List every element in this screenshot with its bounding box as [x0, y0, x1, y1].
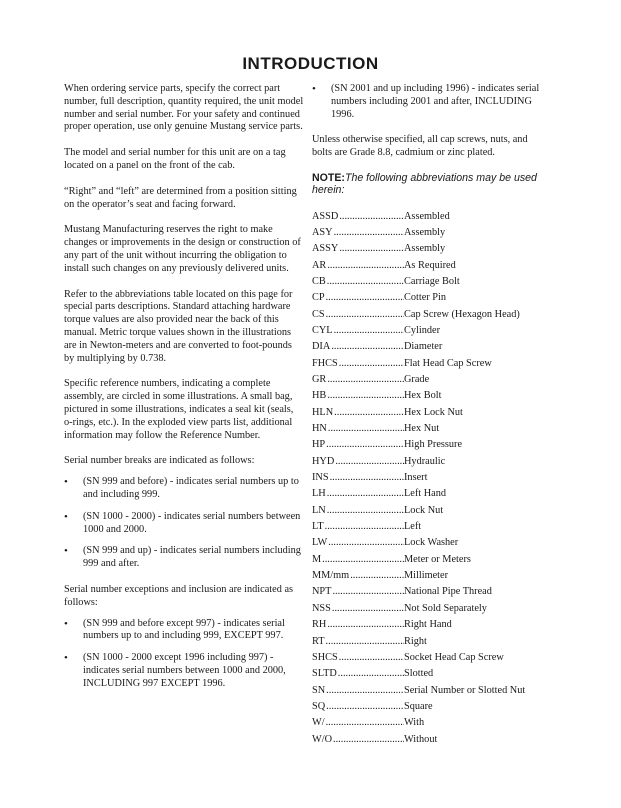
abbreviation-code-cell	[312, 340, 404, 356]
abbreviation-row	[312, 340, 525, 356]
abbreviation-code: ASSY	[312, 243, 339, 255]
inclusion-list	[312, 83, 544, 121]
abbreviation-row	[312, 307, 525, 323]
note-label: NOTE:	[312, 171, 345, 184]
abbreviation-row	[312, 634, 525, 650]
abbreviation-code: GR	[312, 374, 327, 385]
abbreviation-description: Cylinder	[404, 324, 441, 336]
abbreviation-description: Left Hand	[404, 488, 447, 500]
abbreviation-code-cell	[312, 601, 404, 617]
abbreviation-code-cell	[312, 683, 404, 699]
abbreviation-row	[312, 405, 525, 421]
abbreviation-code-cell	[312, 617, 404, 633]
abbreviation-description: Socket Head Cap Screw	[404, 651, 504, 663]
abbreviation-row	[312, 389, 525, 405]
abbreviation-code: FHCS	[312, 357, 338, 369]
abbreviation-code: INS	[312, 472, 329, 484]
abbreviation-code: M	[312, 553, 322, 565]
abbreviation-description: Hex Nut	[404, 423, 440, 435]
abbreviation-code-cell	[312, 634, 404, 650]
abbreviation-code: HN	[312, 423, 327, 435]
abbreviation-description: Right	[404, 635, 427, 647]
note-text: The following abbreviations may be used herein:	[312, 171, 537, 197]
abbreviation-code: HYD	[312, 455, 335, 467]
abbreviation-code-cell	[312, 552, 404, 568]
abbreviation-row	[312, 617, 525, 633]
list-item: • (SN 2001 and up including 1996) - indicates serial numbers including 2001 and after, INCLUDING 1996.	[312, 83, 544, 121]
abbreviation-code: DIA	[312, 341, 331, 353]
exceptions-intro: Serial number exceptions and inclusion are indicated as follows:	[64, 583, 294, 608]
abbreviation-code-cell	[312, 585, 404, 601]
abbreviation-code: LT	[312, 521, 324, 533]
abbreviation-row	[312, 209, 525, 225]
abbreviation-code: NSS	[312, 602, 331, 614]
right-column	[312, 83, 544, 748]
abbreviation-code: LH	[312, 488, 326, 500]
abbreviation-description: Cotter Pin	[404, 292, 447, 304]
abbreviation-code-cell	[312, 503, 404, 519]
abbreviation-code-cell	[312, 241, 404, 257]
abbreviation-code-cell	[312, 732, 404, 748]
right-left-paragraph: “Right” and “left” are determined from a position sitting on the operator’s seat and facing forward.	[64, 185, 297, 210]
abbreviation-description: Hex Bolt	[404, 390, 442, 402]
list-item: • (SN 999 and before except 997) - indicates serial numbers up to and including 999, EXCEPT 997.	[64, 618, 304, 644]
abbreviation-description: Hex Lock Nut	[404, 406, 463, 418]
abbreviation-description: With	[404, 717, 425, 729]
abbreviation-code-cell	[312, 323, 404, 339]
abbreviation-row	[312, 503, 525, 519]
abbreviation-code: RH	[312, 619, 327, 631]
abbreviation-row	[312, 454, 525, 470]
abbreviation-description: Carriage Bolt	[404, 275, 460, 287]
abbreviation-row	[312, 650, 525, 666]
abbreviation-description: Lock Nut	[404, 504, 444, 516]
abbreviation-description: Serial Number or Slotted Nut	[404, 684, 526, 696]
abbreviation-code-cell	[312, 470, 404, 486]
abbreviation-row	[312, 274, 525, 290]
reference-numbers-paragraph: Specific reference numbers, indicating a complete assembly, are circled in some illustrations. A small bag, pictured in some illustrations, indicates a seal kit (seals, o-rings, etc.). In the exploded view parts list, additional information may follow the Reference Number.	[64, 378, 294, 441]
ordering-paragraph: When ordering service parts, specify the correct part number, full description, quantity required, the unit model number and serial number. For your safety and continued proper operation, use only genuine Mustang service parts.	[64, 83, 304, 133]
abbreviation-code-cell	[312, 536, 404, 552]
abbreviation-row	[312, 715, 525, 731]
abbreviation-code: W/O	[312, 733, 333, 745]
abbreviation-code: HP	[312, 439, 326, 451]
abbreviation-row	[312, 225, 525, 241]
abbreviation-row	[312, 568, 525, 584]
abbreviation-code-cell	[312, 699, 404, 715]
abbreviation-description: Square	[404, 700, 433, 712]
note	[312, 172, 544, 197]
abbreviation-code-cell	[312, 438, 404, 454]
abbreviation-code: HB	[312, 390, 327, 402]
abbreviation-code: LW	[312, 537, 328, 549]
abbreviation-code: CB	[312, 275, 326, 287]
abbreviation-code-cell	[312, 291, 404, 307]
page-title: INTRODUCTION	[242, 54, 379, 73]
abbreviation-description: Hydraulic	[404, 455, 446, 467]
abbreviation-row	[312, 536, 525, 552]
abbreviation-code-cell	[312, 568, 404, 584]
abbreviation-code: SHCS	[312, 651, 338, 663]
abbreviation-code: CP	[312, 292, 325, 304]
abbreviation-code-cell	[312, 519, 404, 535]
list-item: • (SN 999 and before) - indicates serial numbers up to and including 999.	[64, 476, 304, 502]
abbreviation-code-cell	[312, 225, 404, 241]
abbreviation-description: Slotted	[404, 668, 434, 680]
abbreviation-code-cell	[312, 258, 404, 274]
abbreviation-description: Without	[404, 733, 438, 745]
abbreviations-torque-paragraph: Refer to the abbreviations table located on this page for special parts descriptions. Standard attaching hardware torque values are also provided near the back of this manual. Metric torque values shown in the illustrations are in Newton-meters and are converted to foot-pounds by multiplying by 0.738.	[64, 288, 293, 364]
left-column	[64, 83, 304, 690]
abbreviation-code-cell	[312, 209, 404, 225]
abbreviation-code: AR	[312, 259, 327, 271]
abbreviation-code-cell	[312, 405, 404, 421]
abbreviation-description: Cap Screw (Hexagon Head)	[404, 308, 520, 320]
abbreviation-code: ASSD	[312, 210, 339, 222]
abbreviation-row	[312, 666, 525, 682]
abbreviation-description: As Required	[404, 259, 456, 271]
abbreviation-row	[312, 421, 525, 437]
abbreviation-row	[312, 438, 525, 454]
list-item: • (SN 999 and up) - indicates serial numbers including 999 and after.	[64, 545, 304, 571]
abbreviation-code: W/	[312, 717, 325, 729]
abbreviation-code: SN	[312, 684, 326, 696]
abbreviation-description: National Pipe Thread	[404, 586, 492, 598]
abbreviation-code: LN	[312, 504, 326, 516]
abbreviation-row	[312, 258, 525, 274]
abbreviation-code-cell	[312, 356, 404, 372]
abbreviation-code-cell	[312, 307, 404, 323]
abbreviation-description: Meter or Meters	[404, 553, 471, 565]
abbreviation-description: Assembly	[404, 243, 446, 255]
abbreviation-code-cell	[312, 650, 404, 666]
abbreviation-code-cell	[312, 666, 404, 682]
abbreviation-code: HLN	[312, 406, 334, 418]
abbreviation-code: MM/mm	[312, 570, 350, 582]
abbreviation-row	[312, 372, 525, 388]
abbreviation-code: SLTD	[312, 668, 337, 680]
abbreviation-description: Insert	[404, 472, 428, 484]
list-item: • (SN 1000 - 2000) - indicates serial numbers between 1000 and 2000.	[64, 511, 304, 537]
abbreviation-code-cell	[312, 454, 404, 470]
list-item: • (SN 1000 - 2000 except 1996 including 997) - indicates serial numbers between 1000 and 2000, INCLUDING 997 EXCEPT 1996.	[64, 652, 304, 690]
abbreviation-row	[312, 732, 525, 748]
abbreviation-description: Not Sold Separately	[404, 602, 487, 614]
abbreviation-code: CS	[312, 308, 325, 320]
breaks-intro: Serial number breaks are indicated as follows:	[64, 455, 255, 467]
abbreviation-code-cell	[312, 372, 404, 388]
abbreviation-code-cell	[312, 274, 404, 290]
abbreviation-code: CYL	[312, 324, 333, 336]
abbreviation-description: Diameter	[404, 341, 443, 353]
abbreviation-row	[312, 487, 525, 503]
serial-tag-paragraph: The model and serial number for this unit are on a tag located on a panel on the front of the cab.	[64, 147, 286, 171]
abbreviation-code-cell	[312, 421, 404, 437]
abbreviation-code: NPT	[312, 586, 332, 598]
changes-paragraph: Mustang Manufacturing reserves the right to make changes or improvements in the design or construction of any part of the unit without incurring the obligation to install such changes on any previously delivered units.	[64, 224, 301, 274]
abbreviation-description: Assembly	[404, 226, 446, 238]
exceptions-list	[64, 618, 304, 691]
abbreviation-row	[312, 291, 525, 307]
abbreviation-code: RT	[312, 635, 325, 647]
abbreviation-description: Lock Washer	[404, 537, 459, 549]
abbreviation-description: High Pressure	[404, 439, 463, 451]
grade-paragraph: Unless otherwise specified, all cap screws, nuts, and bolts are Grade 8.8, cadmium or zinc plated.	[312, 134, 528, 159]
breaks-list	[64, 476, 304, 571]
abbreviation-row	[312, 323, 525, 339]
abbreviation-row	[312, 470, 525, 486]
abbreviation-row	[312, 585, 525, 601]
abbreviation-description: Millimeter	[404, 570, 449, 582]
abbreviation-row	[312, 683, 525, 699]
abbreviation-code-cell	[312, 389, 404, 405]
abbreviation-description: Assembled	[404, 210, 450, 222]
abbreviation-row	[312, 699, 525, 715]
abbreviation-description: Flat Head Cap Screw	[404, 357, 492, 369]
abbreviation-code: ASY	[312, 226, 333, 238]
abbreviation-row	[312, 241, 525, 257]
abbreviation-row	[312, 552, 525, 568]
abbreviations-table	[312, 209, 525, 748]
abbreviation-description: Left	[404, 521, 422, 533]
abbreviation-row	[312, 601, 525, 617]
abbreviation-code-cell	[312, 487, 404, 503]
abbreviation-code-cell	[312, 715, 404, 731]
abbreviation-description: Grade	[404, 374, 430, 385]
abbreviation-code: SQ	[312, 700, 326, 712]
abbreviation-row	[312, 519, 525, 535]
abbreviation-description: Right Hand	[404, 619, 452, 631]
abbreviation-row	[312, 356, 525, 372]
